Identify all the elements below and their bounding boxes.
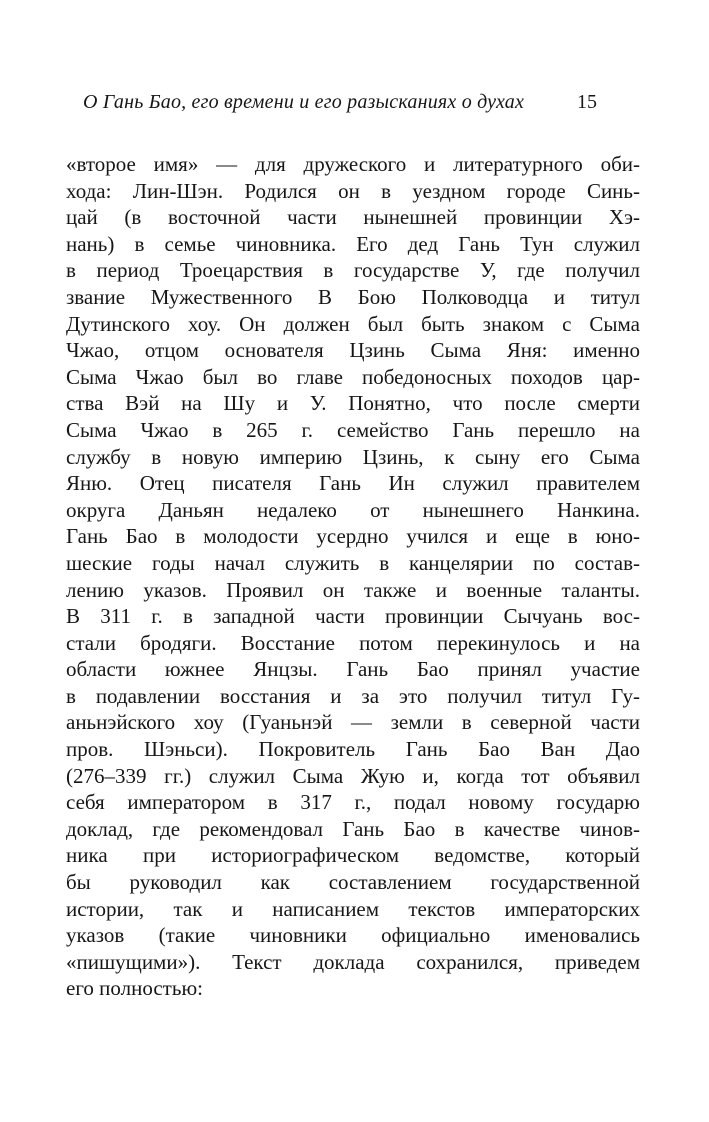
running-header	[66, 90, 640, 114]
text-line: звание Мужественного В Бою Полководца и титул	[66, 284, 640, 309]
text-line: В 311 г. в западной части провинции Сычуань вос-	[66, 604, 640, 629]
text-line: цай (в восточной части нынешней провинции Хэ-	[66, 205, 640, 230]
text-line: себя императором в 317 г., подал новому государю	[66, 790, 640, 815]
text-line: аньнэйского хоу (Гуаньнэй — земли в северной части	[66, 710, 640, 735]
text-line: ства Вэй на Шу и У. Понятно, что после смерти	[66, 391, 640, 416]
text-line: нань) в семье чиновника. Его дед Гань Тун служил	[66, 231, 640, 256]
text-line: Дутинского хоу. Он должен был быть знаком с Сыма	[66, 311, 640, 336]
text-line: «пишущими»). Текст доклада сохранился, приведем	[66, 949, 640, 974]
text-line: ника при историографическом ведомстве, который	[66, 843, 640, 868]
text-line: его полностью:	[66, 976, 203, 1001]
text-line: лению указов. Проявил он также и военные таланты.	[66, 577, 640, 602]
text-line: хода: Лин-Шэн. Родился он в уездном городе Синь-	[66, 178, 640, 203]
text-line: шеские годы начал служить в канцелярии по состав-	[66, 550, 640, 575]
text-line: области южнее Янцзы. Гань Бао принял участие	[66, 657, 640, 682]
text-line: Яню. Отец писателя Гань Ин служил правителем	[66, 471, 640, 496]
text-line: округа Даньян недалеко от нынешнего Нанкина.	[66, 497, 640, 522]
text-line: истории, так и написанием текстов императорских	[66, 896, 640, 921]
page-number: 15	[577, 91, 597, 113]
text-line: Сыма Чжао в 265 г. семейство Гань перешло на	[66, 417, 640, 442]
text-line: указов (такие чиновники официально именовались	[66, 923, 640, 948]
text-line: доклад, где рекомендовал Гань Бао в качестве чинов-	[66, 816, 640, 841]
text-line: стали бродяги. Восстание потом перекинулось и на	[66, 630, 640, 655]
text-line: службу в новую империю Цзинь, к сыну его Сыма	[66, 444, 640, 469]
text-line: «второе имя» — для дружеского и литературного оби-	[66, 152, 640, 176]
text-line: Сыма Чжао был во главе победоносных походов цар-	[66, 364, 640, 389]
text-line: бы руководил как составлением государственной	[66, 870, 640, 895]
text-line: в подавлении восстания и за это получил титул Гу-	[66, 683, 640, 708]
text-line: Чжао, отцом основателя Цзинь Сыма Яня: именно	[66, 338, 640, 363]
text-line: Гань Бао в молодости усердно учился и еще в юно-	[66, 524, 640, 549]
text-line: в период Троецарствия в государстве У, где получил	[66, 258, 640, 283]
text-line: пров. Шэньси). Покровитель Гань Бао Ван Дао	[66, 737, 640, 762]
text-line: (276–339 гг.) служил Сыма Жую и, когда тот объявил	[66, 763, 640, 788]
running-header-title: О Гань Бао, его времени и его разысканиях о духах	[83, 91, 525, 113]
body-text	[66, 151, 640, 1002]
